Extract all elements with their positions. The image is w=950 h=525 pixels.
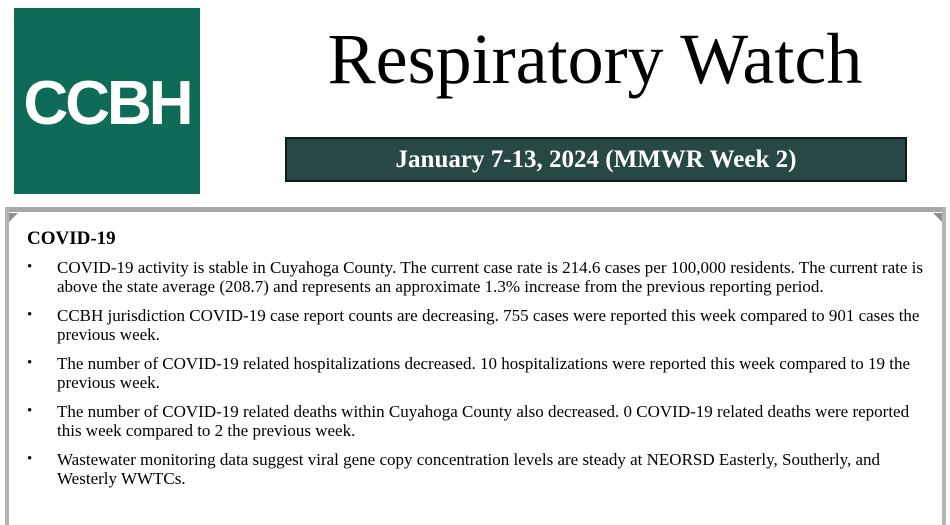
bullet-case-counts: • CCBH jurisdiction COVID-19 case report counts are decreasing. 755 cases were reported this week compared to 901 cases the previous week. [27, 306, 923, 344]
bullet-case-rate: • COVID-19 activity is stable in Cuyahoga County. The current case rate is 214.6 cases per 100,000 residents. The current rate is above the state average (208.7) and represents an approximate 1.3% increase from the previous reporting period. [27, 258, 923, 296]
frame-corner-right [933, 213, 942, 222]
page-title: Respiratory Watch [327, 19, 863, 99]
bullet-deaths: • The number of COVID-19 related deaths within Cuyahoga County also decreased. 0 COVID-19 related deaths were reported this week compared to 2 the previous week. [27, 402, 923, 440]
section-frame-right [942, 207, 946, 525]
bullet-list [27, 258, 927, 488]
logo-text: CCBH [23, 68, 191, 138]
frame-corner-left [9, 213, 18, 222]
ccbh-logo [14, 8, 200, 194]
section-frame-left [5, 207, 9, 525]
section-heading: COVID-19 [27, 228, 116, 249]
bullet-hospitalizations: • The number of COVID-19 related hospitalizations decreased. 10 hospitalizations were reported this week compared to 19 the previous week. [27, 354, 923, 392]
covid-section [27, 228, 927, 498]
week-banner: January 7-13, 2024 (MMWR Week 2) [285, 137, 907, 182]
bullet-wastewater: • Wastewater monitoring data suggest viral gene copy concentration levels are steady at NEORSD Easterly, Southerly, and Westerly WWTCs. [27, 450, 923, 488]
section-frame-top [5, 207, 946, 212]
